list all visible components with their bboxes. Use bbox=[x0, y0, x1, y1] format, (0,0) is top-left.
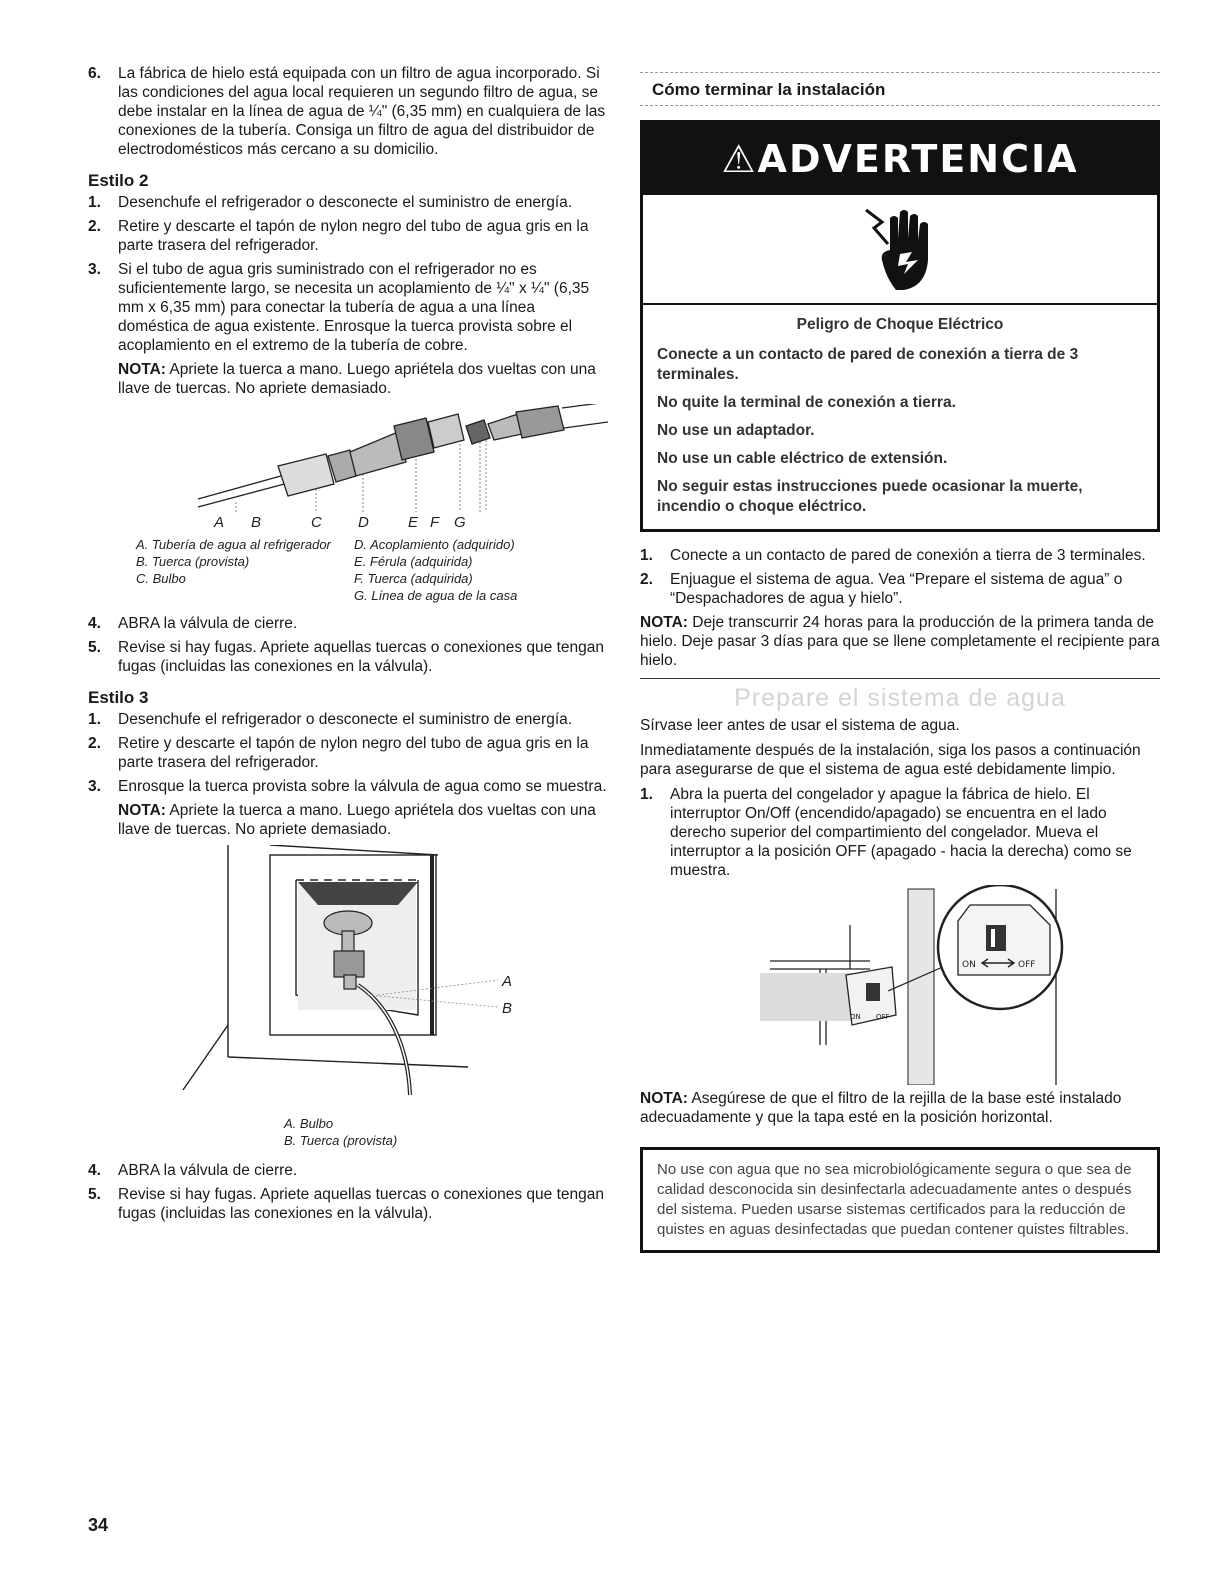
figure-letters bbox=[88, 514, 608, 534]
warning-symbol-area bbox=[643, 195, 1157, 305]
electric-shock-hand-icon bbox=[860, 204, 940, 294]
item-number: 2. bbox=[88, 735, 101, 752]
left-column bbox=[88, 64, 608, 1228]
letter-e: E bbox=[408, 514, 419, 531]
letter-b: B bbox=[251, 514, 262, 531]
list-item bbox=[88, 217, 608, 255]
small-off-label: OFF bbox=[876, 1013, 890, 1021]
caption: F. Tuerca (adquirida) bbox=[354, 571, 473, 586]
caption: A. Bulbo bbox=[284, 1116, 334, 1131]
list-item bbox=[88, 777, 608, 796]
item-text: ABRA la válvula de cierre. bbox=[118, 1162, 298, 1179]
list-item bbox=[88, 638, 608, 676]
item-number: 1. bbox=[88, 194, 101, 211]
note-text: Apriete la tuerca a mano. Luego apriétela dos vueltas con una llave de tuercas. No apriete demasiado. bbox=[118, 361, 596, 397]
section-title: Cómo terminar la instalación bbox=[640, 72, 1160, 106]
list-item bbox=[88, 64, 608, 159]
warning-line: No use un adaptador. bbox=[657, 422, 815, 439]
item-text: ABRA la válvula de cierre. bbox=[118, 615, 298, 632]
item-number: 4. bbox=[88, 615, 101, 632]
warning-banner bbox=[643, 123, 1157, 195]
valve-diagram bbox=[88, 845, 608, 1115]
letter-a: A bbox=[214, 514, 225, 531]
paragraph: Sírvase leer antes de usar el sistema de agua. bbox=[640, 717, 960, 734]
list-item bbox=[88, 734, 608, 772]
caption: E. Férula (adquirida) bbox=[354, 554, 473, 569]
fig-label-b: B bbox=[502, 1000, 513, 1017]
note bbox=[640, 613, 1160, 670]
caption: A. Tubería de agua al refrigerador bbox=[136, 537, 331, 552]
list-item bbox=[640, 570, 1160, 608]
list-item bbox=[88, 1161, 608, 1180]
note-label: NOTA: bbox=[118, 361, 166, 378]
list-item bbox=[88, 614, 608, 633]
switch-off-label: OFF bbox=[1018, 960, 1036, 970]
item-text: Revise si hay fugas. Apriete aquellas tuercas o conexiones que tengan fugas (incluidas las conexiones en la válvula). bbox=[118, 1186, 604, 1222]
list-item bbox=[640, 785, 1160, 880]
letter-f: F bbox=[430, 514, 440, 531]
item-text: Si el tubo de agua gris suministrado con el refrigerador no es suficientemente largo, se necesita un acoplamiento de ¼" x ¼" (6,35 mm x 6,35 mm) para conectar la tubería de agua a una línea doméstica de agua existente. Enrosque la tuerca provista sobre el acoplamiento en el extremo de la tubería de cobre. bbox=[118, 261, 590, 354]
letter-g: G bbox=[454, 514, 466, 531]
item-number: 3. bbox=[88, 778, 101, 795]
paragraph: Inmediatamente después de la instalación, siga los pasos a continuación para asegurarse de que el sistema de agua esté debidamente limpio. bbox=[640, 742, 1141, 778]
list-item bbox=[640, 546, 1160, 565]
item-number: 5. bbox=[88, 639, 101, 656]
small-on-label: ON bbox=[850, 1013, 861, 1021]
item-number: 6. bbox=[88, 65, 101, 82]
prepare-title: Prepare el sistema de agua bbox=[734, 684, 1066, 712]
caption: B. Tuerca (provista) bbox=[136, 554, 250, 569]
figure-captions bbox=[136, 536, 608, 604]
caution-box: No use con agua que no sea microbiológicamente segura o que sea de calidad desconocida sin desinfectarla adecuadamente antes o después del sistema. Pueden usarse sistemas certificados para la reducción de quistes en aguas desinfectadas que puedan contener quistes filtrables. bbox=[640, 1147, 1160, 1253]
warning-text bbox=[643, 305, 1157, 529]
warning-title: ADVERTENCIA bbox=[757, 137, 1079, 181]
item-number: 2. bbox=[640, 571, 653, 588]
item-text: Retire y descarte el tapón de nylon negro del tubo de agua gris en la parte trasera del refrigerador. bbox=[118, 218, 589, 254]
caption: G. Línea de agua de la casa bbox=[354, 588, 518, 603]
list-item bbox=[88, 260, 608, 355]
item-number: 2. bbox=[88, 218, 101, 235]
caption: D. Acoplamiento (adquirido) bbox=[354, 537, 515, 552]
item-text: La fábrica de hielo está equipada con un filtro de agua incorporado. Si las condiciones del agua local requieren un segundo filtro de agua, se debe instalar en la línea de agua de ¼" (6,35 mm) en cualquiera de las conexiones de la tubería. Consiga un filtro de agua del distribuidor de electrodomésticos más cercano a su domicilio. bbox=[118, 65, 606, 158]
note bbox=[640, 1089, 1160, 1127]
fitting-diagram bbox=[88, 404, 608, 514]
switch-on-label: ON bbox=[962, 960, 976, 970]
caption: C. Bulbo bbox=[136, 571, 186, 586]
list-item bbox=[88, 1185, 608, 1223]
item-text: Desenchufe el refrigerador o desconecte el suministro de energía. bbox=[118, 194, 573, 211]
valve-captions bbox=[284, 1115, 608, 1149]
warning-box bbox=[640, 120, 1160, 532]
note-label: NOTA: bbox=[640, 1090, 688, 1107]
item-text: Retire y descarte el tapón de nylon negro del tubo de agua gris en la parte trasera del refrigerador. bbox=[118, 735, 589, 771]
warning-triangle-icon: ⚠ bbox=[721, 137, 758, 181]
caption: B. Tuerca (provista) bbox=[284, 1133, 398, 1148]
letter-d: D bbox=[358, 514, 369, 531]
fig-label-a: A bbox=[502, 973, 513, 990]
note bbox=[118, 801, 608, 839]
valve-box-illustration bbox=[88, 845, 608, 1115]
list-item bbox=[88, 193, 608, 212]
item-number: 1. bbox=[640, 547, 653, 564]
hazard-title: Peligro de Choque Eléctrico bbox=[796, 316, 1004, 333]
list-item bbox=[88, 710, 608, 729]
note-label: NOTA: bbox=[118, 802, 166, 819]
item-number: 3. bbox=[88, 261, 101, 278]
pipe-fittings-illustration bbox=[88, 404, 608, 514]
divider bbox=[640, 678, 1160, 679]
item-number: 4. bbox=[88, 1162, 101, 1179]
warning-line: Conecte a un contacto de pared de conexión a tierra de 3 terminales. bbox=[657, 346, 1079, 383]
item-text: Revise si hay fugas. Apriete aquellas tuercas o conexiones que tengan fugas (incluidas las conexiones en la válvula). bbox=[118, 639, 604, 675]
item-text: Enrosque la tuerca provista sobre la válvula de agua como se muestra. bbox=[118, 778, 607, 795]
item-number: 5. bbox=[88, 1186, 101, 1203]
switch-illustration bbox=[640, 885, 1160, 1085]
page-number: 34 bbox=[88, 1515, 109, 1535]
estilo3-heading: Estilo 3 bbox=[88, 688, 149, 707]
captions-left bbox=[136, 536, 354, 604]
item-text: Desenchufe el refrigerador o desconecte el suministro de energía. bbox=[118, 711, 573, 728]
letter-c: C bbox=[311, 514, 322, 531]
estilo2-heading: Estilo 2 bbox=[88, 171, 149, 190]
note bbox=[118, 360, 608, 398]
captions-right bbox=[354, 536, 517, 604]
warning-line: No seguir estas instrucciones puede ocasionar la muerte, incendio o choque eléctrico. bbox=[657, 478, 1083, 515]
item-number: 1. bbox=[640, 786, 653, 803]
warning-line: No use un cable eléctrico de extensión. bbox=[657, 450, 948, 467]
icemaker-switch-diagram bbox=[640, 885, 1160, 1085]
note-text: Apriete la tuerca a mano. Luego apriételа dos vueltas con una llave de tuercas. No apriete demasiado. bbox=[118, 802, 596, 838]
item-text: Enjuague el sistema de agua. Vea “Prepare el sistema de agua” o “Despachadores de agua y hielo”. bbox=[670, 571, 1123, 607]
note-text: Deje transcurrir 24 horas para la producción de la primera tanda de hielo. Deje pasar 3 días para que se llene completamente el recipiente para hielo. bbox=[640, 614, 1160, 669]
item-text: Abra la puerta del congelador y apague la fábrica de hielo. El interruptor On/Off (encendido/apagado) se encuentra en el lado derecho superior del compartimiento del congelador. Mueva el interruptor a la posición OFF (apagado - hacia la derecha) como se muestra. bbox=[670, 786, 1132, 879]
item-number: 1. bbox=[88, 711, 101, 728]
note-text: Asegúrese de que el filtro de la rejilla de la base esté instalado adecuadamente y que la tapa esté en la posición horizontal. bbox=[640, 1090, 1122, 1126]
warning-line: No quite la terminal de conexión a tierra. bbox=[657, 394, 956, 411]
item-text: Conecte a un contacto de pared de conexión a tierra de 3 terminales. bbox=[670, 547, 1146, 564]
right-column bbox=[640, 72, 1160, 1253]
note-label: NOTA: bbox=[640, 614, 688, 631]
